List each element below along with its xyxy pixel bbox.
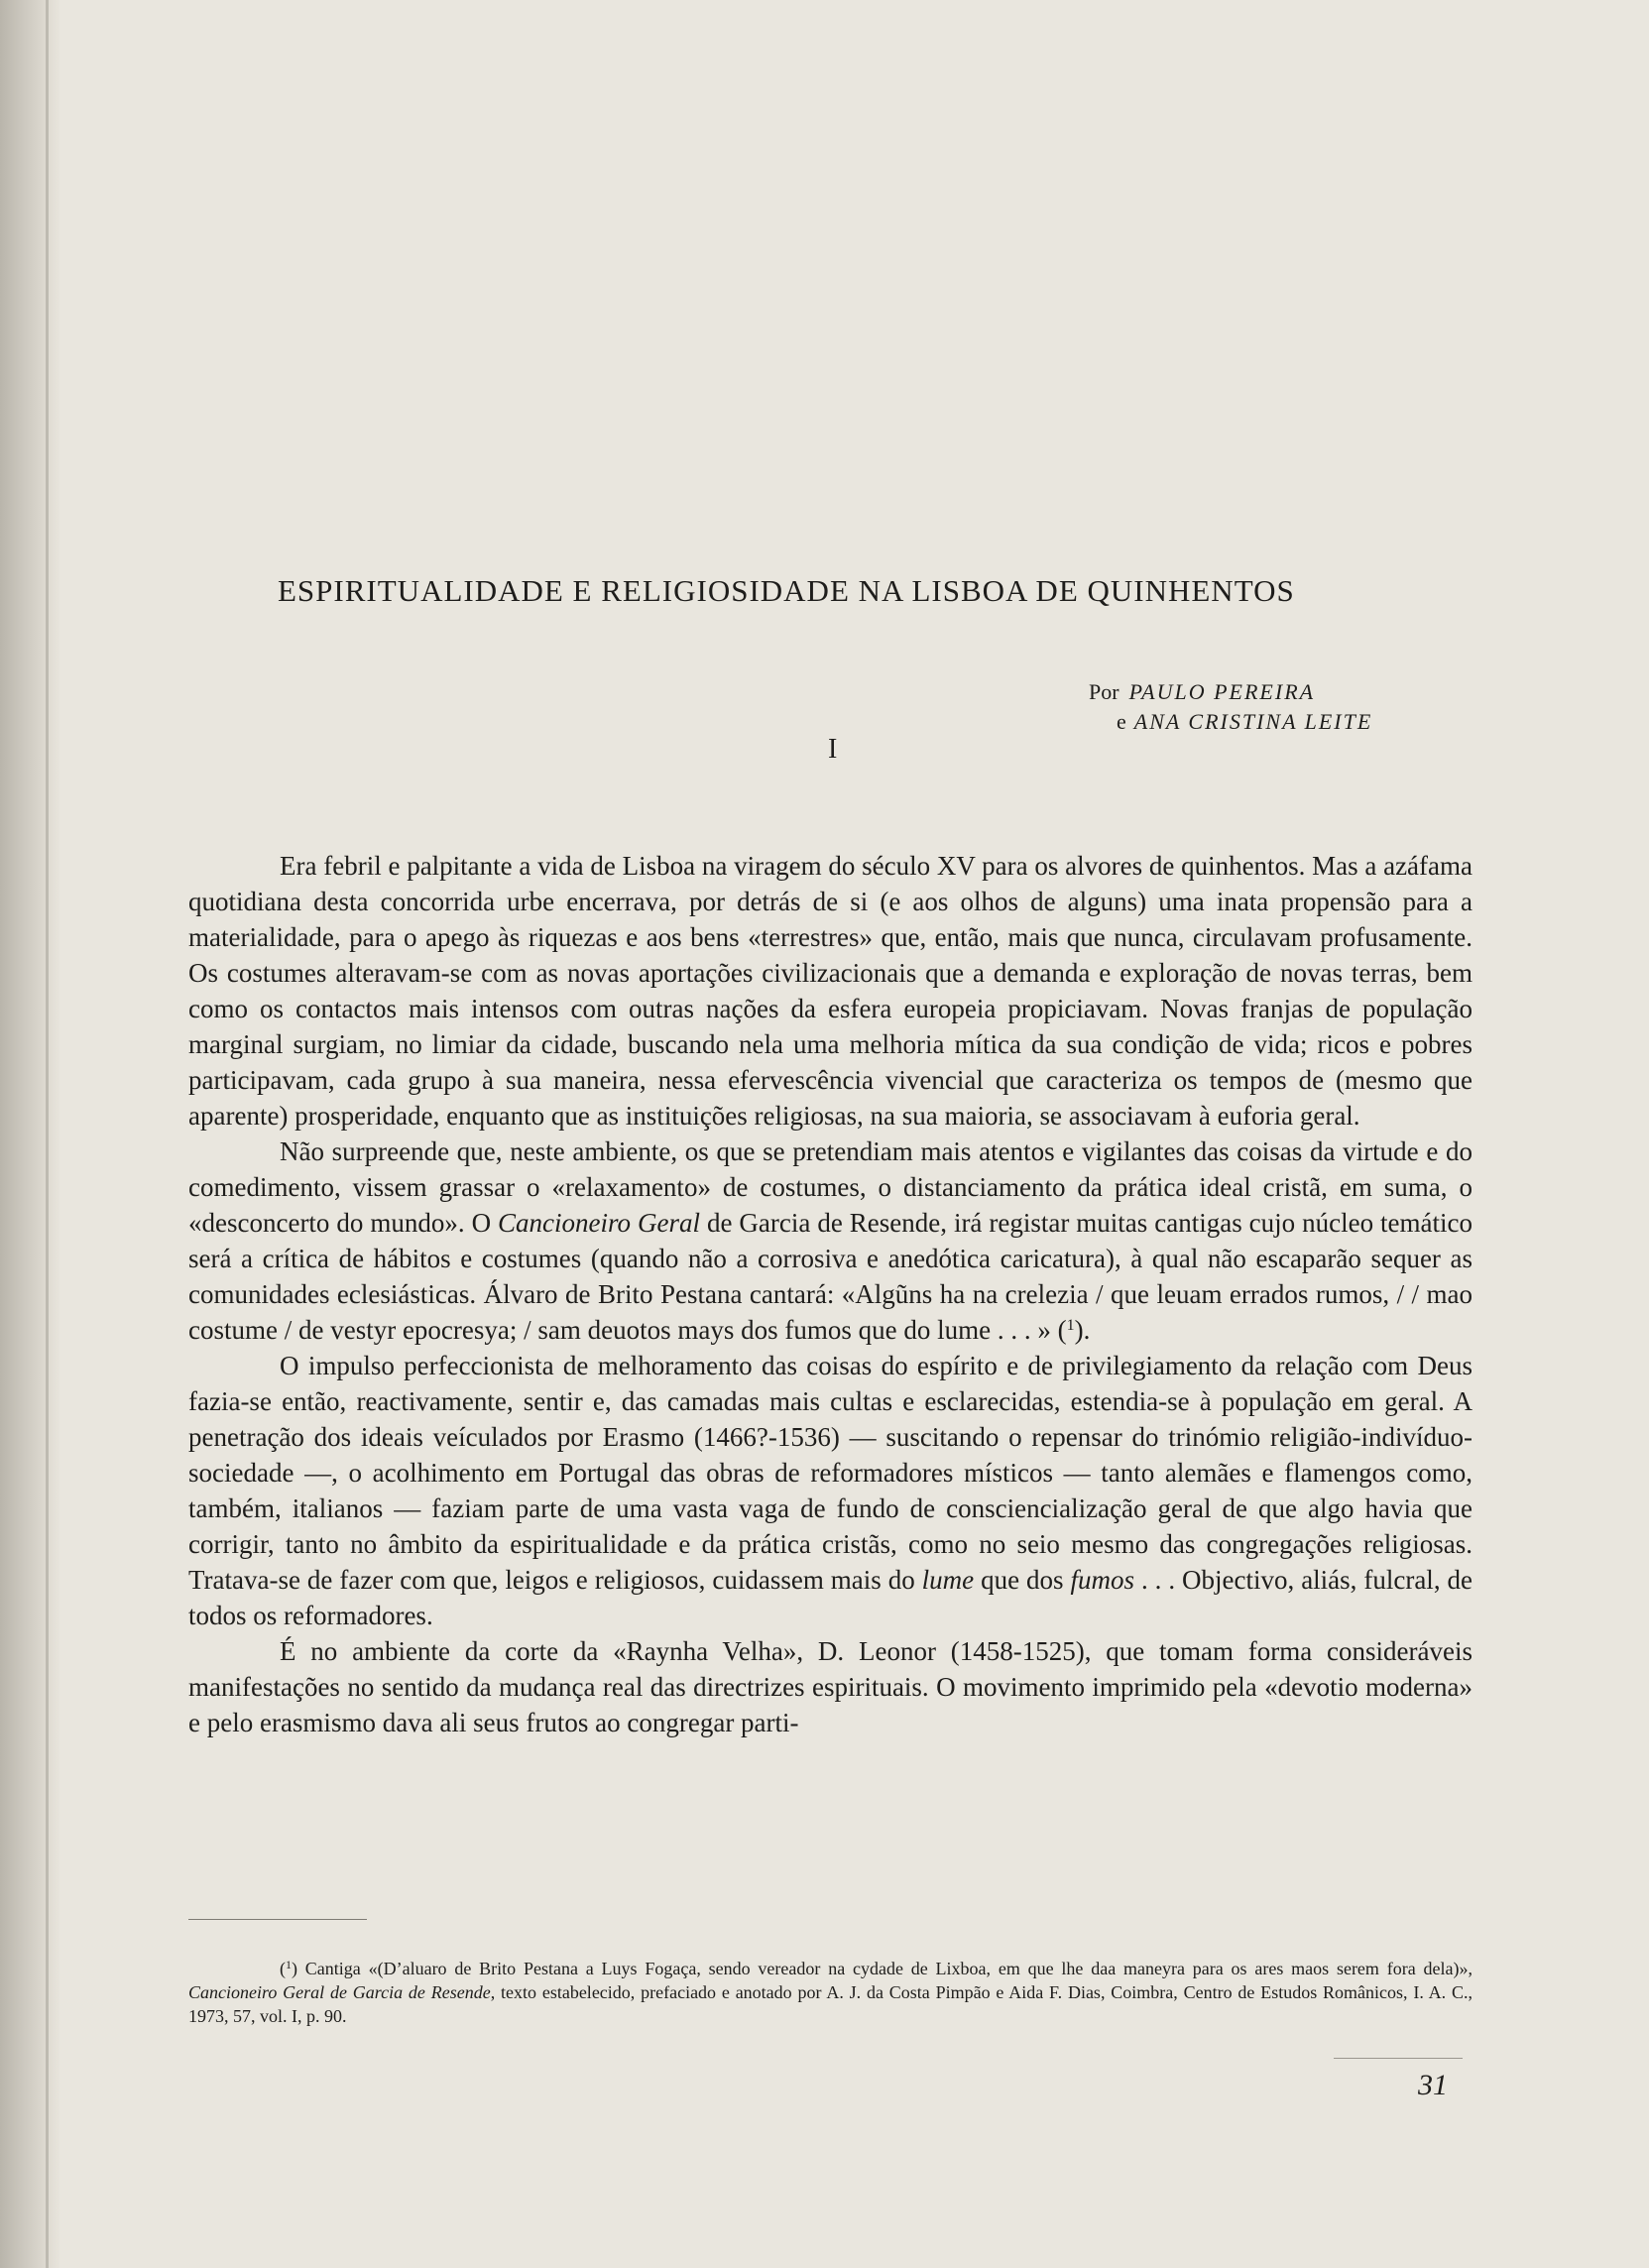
footnote-book-title: Cancioneiro Geral de Garcia de Resende (188, 1982, 491, 2002)
paragraph-3-text-c: . . . Objectivo, aliás, fulcral, de todos os reformadores. (188, 1565, 1472, 1630)
paragraph-3-text-a: O impulso perfeccionista de melhoramento das coisas do espírito e de privilegiamento da relação com Deus fazia-se então, reactivamente, sentir e, das camadas mais cultas e esclarecidas, estendia-se à população em geral. A penetração dos ideais veículados por Erasmo (1466?-1536) — suscitando o repensar do trinómio religião-indivíduo-sociedade —, o acolhimento em Portugal das obras de reformadores místicos — tanto alemães e flamengos como, também, italianos — faziam parte de uma vasta vaga de fundo de consciencialização geral de que algo havia que corrigir, tanto no âmbito da espiritualidade e da prática cristãs, como no seio mesmo das congregações religiosas. Tratava-se de fazer com que, leigos e religiosos, cuidassem mais do (188, 1351, 1472, 1595)
page-number-rule (1334, 2058, 1463, 2059)
byline (1089, 677, 1372, 737)
footnote-marker: 1 (286, 1958, 292, 1971)
binding-edge-line (46, 0, 49, 2268)
byline-line-2 (1089, 707, 1372, 737)
footnote (188, 1957, 1472, 2028)
paragraph-1: Era febril e palpitante a vida de Lisboa na viragem do século XV para os alvores de quinhentos. Mas a azáfama quotidiana desta concorrida urbe encerrava, por detrás de si (e aos olhos de alguns) uma inata propensão para a materialidade, para o apego às riquezas e aos bens «terrestres» que, então, mais que nunca, circulavam profusamente. Os costumes alteravam-se com as novas aportações civilizacionais que a demanda e exploração de novas terras, bem como os contactos mais intensos com outras nações da esfera europeia propiciavam. Novas franjas de população marginal surgiam, no limiar da cidade, buscando nela uma melhoria mítica da sua condição de vida; ricos e pobres participavam, cada grupo à sua maneira, nessa efervescência vivencial que caracteriza os tempos de (mesmo que aparente) prosperidade, enquanto que as instituições religiosas, na sua maioria, se associavam à euforia geral. (188, 851, 1472, 1131)
lume-word: lume (921, 1565, 975, 1595)
page-number: 31 (1418, 2069, 1448, 2101)
footnote-divider (188, 1919, 367, 1920)
section-number: I (828, 734, 838, 765)
footnote-reference[interactable]: 1 (1066, 1317, 1075, 1334)
binding-gutter (0, 0, 61, 2268)
byline-por: Por (1089, 679, 1119, 704)
paragraph-3-text-b: que dos (974, 1565, 1071, 1595)
footnote-text-b: , texto estabelecido, prefaciado e anotado por A. J. da Costa Pimpão e Aida F. Dias, Coimbra, Centro de Estudos Românicos, I. A. C., 1973, 57, vol. I, p. 90. (188, 1982, 1472, 2026)
paragraph-2-text-a: Não surpreende que, neste ambiente, os que se pretendiam mais atentos e vigilantes das coisas da virtude e do comedimento, vissem grassar o «relaxamento» de costumes, o distanciamento da prática ideal cristã, em suma, o «desconcerto do mundo». O (188, 1136, 1472, 1238)
author-2: ANA CRISTINA LEITE (1133, 709, 1373, 734)
byline-line-1 (1089, 677, 1372, 707)
paragraph-4: É no ambiente da corte da «Raynha Velha», D. Leonor (1458-1525), que tomam forma consideráveis manifestações no sentido da mudança real das directrizes espirituais. O movimento imprimido pela «devotio moderna» e pelo erasmismo dava ali seus frutos ao congregar parti- (188, 1636, 1472, 1737)
paragraph-3 (188, 1348, 1472, 1633)
article-body (188, 848, 1472, 1740)
paragraph-2-text-c: ). (1074, 1315, 1091, 1345)
paragraph-2 (188, 1134, 1472, 1348)
article-title: ESPIRITUALIDADE E RELIGIOSIDADE NA LISBOA DE QUINHENTOS (278, 573, 1295, 608)
footnote-text: ($^1$) Cantiga «(D’aluaro de Brito Pestana a Luys Fogaça, sendo vereador na cydade de Lixboa, em que lhe daa maneyra para os ares maos serem fora dela)», Cancioneiro Geral de Garcia de Resende, texto estabelecido, prefaciado e anotado por A. J. da Costa Pimpão e Aida F. Dias, Coimbra, Centro de Estudos Românicos, I. A. C., 1973, 57, vol. I, p. 90. (188, 1958, 1472, 2026)
author-1: PAULO PEREIRA (1128, 679, 1316, 704)
paragraph-2-text-b: de Garcia de Resende, irá registar muitas cantigas cujo núcleo temático será a crítica de hábitos e costumes (quando não a corrosiva e anedótica caricatura), à qual não escaparão sequer as comunidades eclesiásticas. Álvaro de Brito Pestana cantará: «Algũns ha na crelezia / que leuam errados rumos, / / mao costume / de vestyr epocresya; / sam deuotos mays dos fumos que do lume . . . » ( (188, 1208, 1473, 1345)
footnote-text-a: Cantiga «(D’aluaro de Brito Pestana a Luys Fogaça, sendo vereador na cydade de Lixboa, em que lhe daa maneyra para os ares maos serem fora dela)», (297, 1959, 1472, 1978)
cancioneiro-title: Cancioneiro Geral (498, 1208, 700, 1238)
byline-e: e (1117, 709, 1126, 734)
fumos-word: fumos (1070, 1565, 1134, 1595)
